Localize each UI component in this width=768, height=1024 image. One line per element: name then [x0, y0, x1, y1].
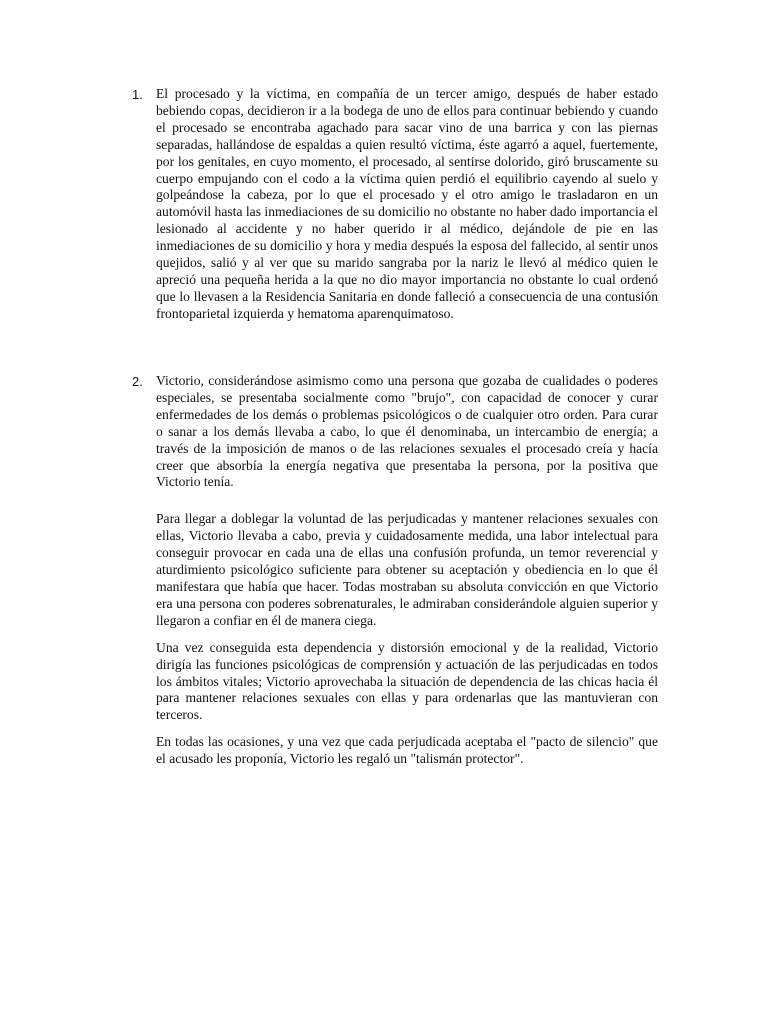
- paragraph: En todas las ocasiones, y una vez que cada perjudicada aceptaba el "pacto de silencio" que el acusado les proponía, Victorio les regaló un "talismán protector".: [156, 734, 658, 767]
- paragraph: Una vez conseguida esta dependencia y distorsión emocional y de la realidad, Victorio dirigía las funciones psicológicas de comprensión y actuación de las perjudicadas en todos los ámbitos vitales; Victorio aprovechaba la situación de dependencia de las chicas hacia él para mantener relaciones sexuales con ellas y para ordenarlas que las mantuvieran con terceros.: [156, 639, 658, 723]
- paragraph: Para llegar a doblegar la voluntad de las perjudicadas y mantener relaciones sexuales con ellas, Victorio llevaba a cabo, previa y cuidadosamente medida, una labor intelectual para conseguir provocar en cada una de ellas una confusión profunda, un temor reverencial y aturdimiento psicológico suficiente para obtener su aceptación y obediencia en lo que él manifestara que había que hacer. Todas mostraban su absoluta convicción en que Victorio era una persona con poderes sobrenaturales, le admiraban considerándole alguien superior y llegaron a confiar en él de manera ciega.: [156, 511, 658, 628]
- list-number: 2.: [132, 374, 143, 389]
- list-item: [156, 373, 658, 768]
- paragraph: El procesado y la víctima, en compañía de un tercer amigo, después de haber estado bebiendo copas, decidieron ir a la bodega de uno de ellos para continuar bebiendo y cuando el procesado se encontraba agachado para sacar vino de una barrica y con las piernas separadas, hallándose de espaldas a quien resultó víctima, éste agarró a aquel, fuertemente, por los genitales, en cuyo momento, el procesado, al sentirse dolorido, giró bruscamente su cuerpo empujando con el codo a la víctima quien perdió el equilibrio cayendo al suelo y golpeándose la cabeza, por lo que el procesado y el otro amigo le trasladaron en un automóvil hasta las inmediaciones de su domicilio no obstante no haber dado importancia el lesionado al accidente y no haber querido ir al médico, dejándole de pie en las inmediaciones de su domicilio y hora y media después la esposa del fallecido, al sentir unos quejidos, salió y al ver que su marido sangraba por la nariz le llevó al médico quien le apreció una pequeña herida a la que no dio mayor importancia no obstante lo cual ordenó que lo llevasen a la Residencia Sanitaria en donde falleció a consecuencia de una contusión frontoparietal izquierda y hematoma aparenquimatoso.: [156, 86, 658, 321]
- list-number: 1.: [132, 87, 143, 102]
- list-item: [156, 86, 658, 323]
- paragraph: Victorio, considerándose asimismo como una persona que gozaba de cualidades o poderes especiales, se presentaba socialmente como "brujo", con capacidad de conocer y curar enfermedades de los demás o problemas psicológicos o de cualquier otro orden. Para curar o sanar a los demás llevaba a cabo, lo que él denominaba, un intercambio de energía; a través de la imposición de manos o de las relaciones sexuales el procesado creía y hacía creer que absorbía la energía negativa que presentaba la persona, por la positiva que Victorio tenía.: [156, 373, 658, 490]
